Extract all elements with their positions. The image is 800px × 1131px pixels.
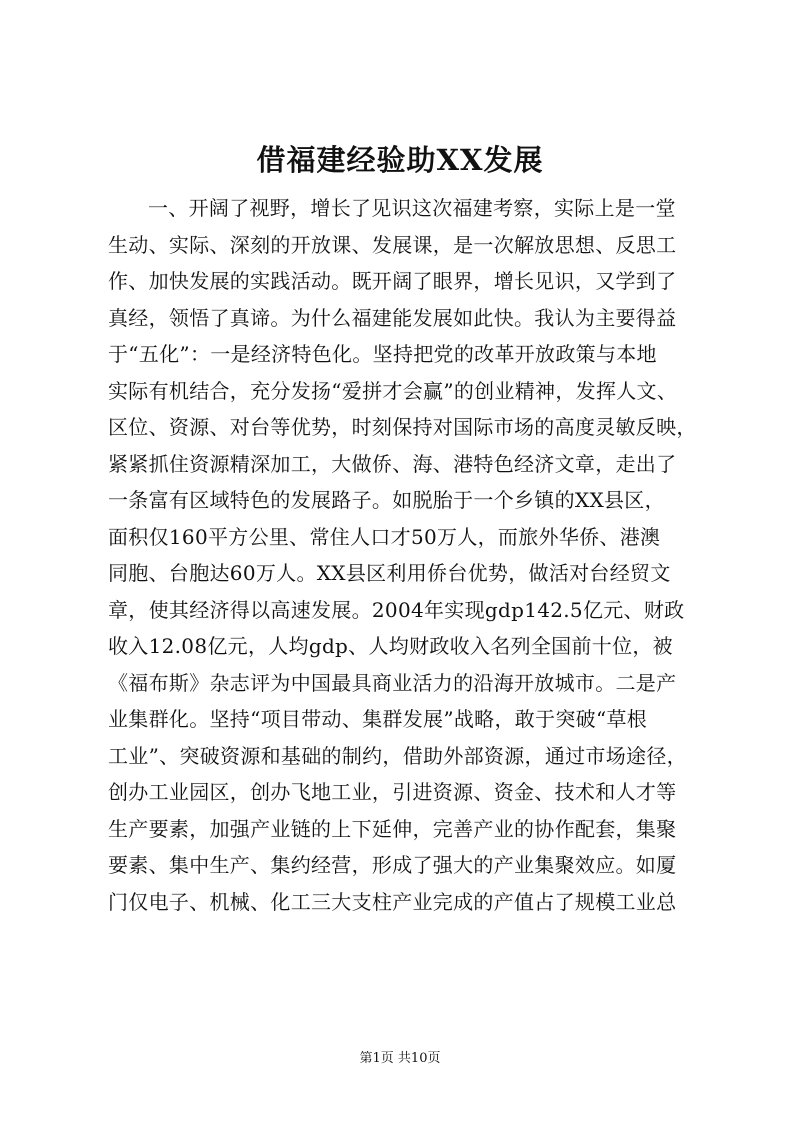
page-title: 借福建经验助XX发展 [256, 143, 544, 177]
body-line: 生产要素，加强产业链的上下延伸，完善产业的协作配套，集聚 [108, 816, 677, 841]
body-line: 同胞、台胞达60万人。XX县区利用侨台优势，做活对台经贸文 [108, 561, 671, 585]
body-line: 于“五化”：一是经济特色化。坚持把党的改革开放政策与本地 [108, 342, 657, 366]
body-line: 《福布斯》杂志评为中国最具商业活力的沿海开放城市。二是产 [108, 670, 677, 695]
body-line: 创办工业园区，创办飞地工业，引进资源、资金、技术和人才等 [108, 780, 677, 804]
body-line: 生动、实际、深刻的开放课、发展课，是一次解放思想、反思工 [108, 232, 677, 257]
body-line: 实际有机结合，充分发扬“爱拼才会赢”的创业精神，发挥人文、 [108, 378, 678, 403]
page-footer: 第1页 共10页 [359, 1051, 441, 1066]
body-line: 紧紧抓住资源精深加工，大做侨、海、港特色经济文章，走出了 [108, 451, 677, 476]
body-line: 区位、资源、对台等优势，时刻保持对国际市场的高度灵敏反映， [108, 415, 697, 439]
body-line: 门仅电子、机械、化工三大支柱产业完成的产值占了规模工业总 [108, 889, 677, 914]
body-paragraph [108, 190, 708, 920]
body-line: 业集群化。坚持“项目带动、集群发展”战略，敢于突破“草根 [108, 707, 648, 731]
body-line: 作、加快发展的实践活动。既开阔了眼界，增长见识，又学到了 [108, 269, 677, 293]
body-line: 工业”、突破资源和基础的制约，借助外部资源，通过市场途径， [108, 743, 687, 768]
body-line: 章，使其经济得以高速发展。2004年实现gdp142.5亿元、财政 [108, 597, 685, 622]
body-line: 要素、集中生产、集约经营，形成了强大的产业集聚效应。如厦 [108, 853, 677, 877]
body-line: 收入12.08亿元，人均gdp、人均财政收入名列全国前十位，被 [108, 634, 673, 658]
body-line: 真经，领悟了真谛。为什么福建能发展如此快。我认为主要得益 [108, 305, 677, 330]
body-line: 面积仅160平方公里、常住人口才50万人，而旅外华侨、港澳 [108, 524, 661, 549]
body-line: 一条富有区域特色的发展路子。如脱胎于一个乡镇的XX县区， [108, 488, 665, 512]
body-line: 一、开阔了视野，增长了见识这次福建考察，实际上是一堂 [148, 196, 676, 220]
